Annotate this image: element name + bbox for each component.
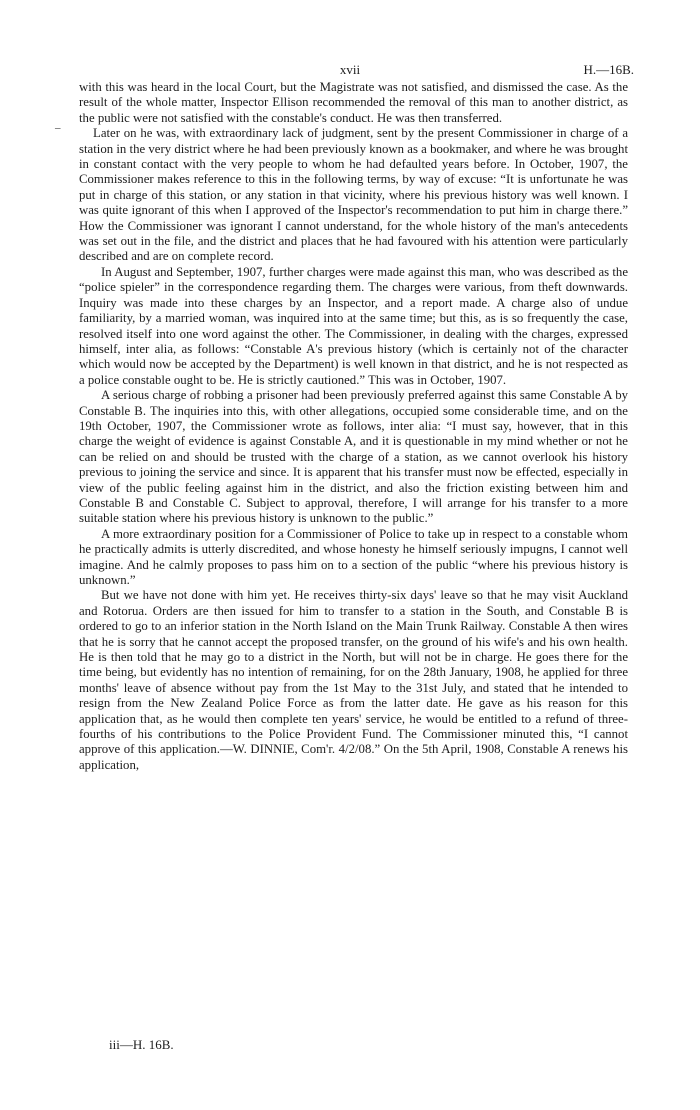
paragraph-5: A more extraordinary position for a Commissioner of Police to take up in respect to a constable whom he practically admits is utterly discredited, and whose honesty he himself seriously impugns, I cannot well imagine. And he calmly proposes to pass him on to a section of the public “where his previous history is unknown.” [79, 526, 628, 587]
paragraph-3: In August and September, 1907, further charges were made against this man, who was described as the “police spieler” in the correspondence regarding them. The charges were various, from theft downwards. Inquiry was made into these charges by an Inspector, and a report made. A charge also of undue familiarity, by a married woman, was inquired into at the same time; but this, as is so frequently the case, resolved itself into one word against the other. The Commissioner, in dealing with the charges, expressed himself, inter alia, as follows: “Constable A's previous history (which is certainly not of the character which would now be accepted by the Department) is well known in that district, and he is not respected as a police constable ought to be. He is strictly cautioned.” This was in October, 1907. [79, 264, 628, 387]
paragraph-6: But we have not done with him yet. He receives thirty-six days' leave so that he may visit Auckland and Rotorua. Orders are then issued for him to transfer to a station in the South, and Constable B is ordered to go to an inferior station in the North Island on the Main Trunk Railway. Constable A then wires that he is sorry that he cannot accept the proposed transfer, on the ground of his wife's and his own health. He is then told that he may go to a district in the North, but will not be in charge. He goes there for the time being, but evidently has no intention of remaining, for on the 28th January, 1908, he applied for three months' leave of absence without pay from the 1st May to the 31st July, and stated that he intended to resign from the New Zealand Police Force as from the latter date. He gave as his reason for this application that, as he would then complete ten years' service, he would be entitled to a refund of three-fourths of his contributions to the Police Provident Fund. The Commissioner minuted this, “I cannot approve of this application.—W. DINNIE, Com'r. 4/2/08.” On the 5th April, 1908, Constable A renews his application, [79, 588, 628, 772]
margin-mark: – [55, 122, 61, 134]
page-number: xvii [339, 62, 361, 77]
paragraph-4: A serious charge of robbing a prisoner had been previously preferred against this same Constable A by Constable B. The inquiries into this, with other allegations, occupied some considerable time, and on the 19th October, 1907, the Commissioner wrote as follows, inter alia: “I must say, however, that in this charge the weight of evidence is against Constable A, and it is questionable in my mind whether or not he can be relied on and should be trusted with the charge of a station, as we cannot overlook his history previous to joining the service and since. It is apparent that his transfer must now be effected, especially in view of the public feeling against him in the district, and also the friction existing between him and Constable B and Constable C. Subject to approval, therefore, I will arrange for his transfer to a more suitable station where his previous history is unknown to the public.” [79, 388, 628, 526]
paragraph-1: with this was heard in the local Court, but the Magistrate was not satisfied, and dismissed the case. As the result of the whole matter, Inspector Ellison recommended the removal of this man to another district, as the public were not satisfied with the constable's conduct. He was then transferred. [79, 80, 628, 125]
document-reference: H.—16B. [583, 62, 634, 77]
paragraph-2: Later on he was, with extraordinary lack of judgment, sent by the present Commissioner in charge of a station in the very district where he had been previously known as a bookmaker, and where he was brought in constant contact with the very people to whom he had defaulted years before. In October, 1907, the Commissioner makes reference to this in the following terms, by way of excuse: “It is unfortunate he was put in charge of this station, or any station in that vicinity, where his previous history was well known. I was quite ignorant of this when I approved of the Inspector's recommendation to put him in charge there.” How the Commissioner was ignorant I cannot understand, for the whole history of the man's antecedents was set out in the file, and the district and places that he had favoured with his attention were particularly described and are on complete record. [79, 126, 628, 264]
signature-mark: iii—H. 16B. [109, 1037, 174, 1052]
document-body [79, 80, 628, 773]
